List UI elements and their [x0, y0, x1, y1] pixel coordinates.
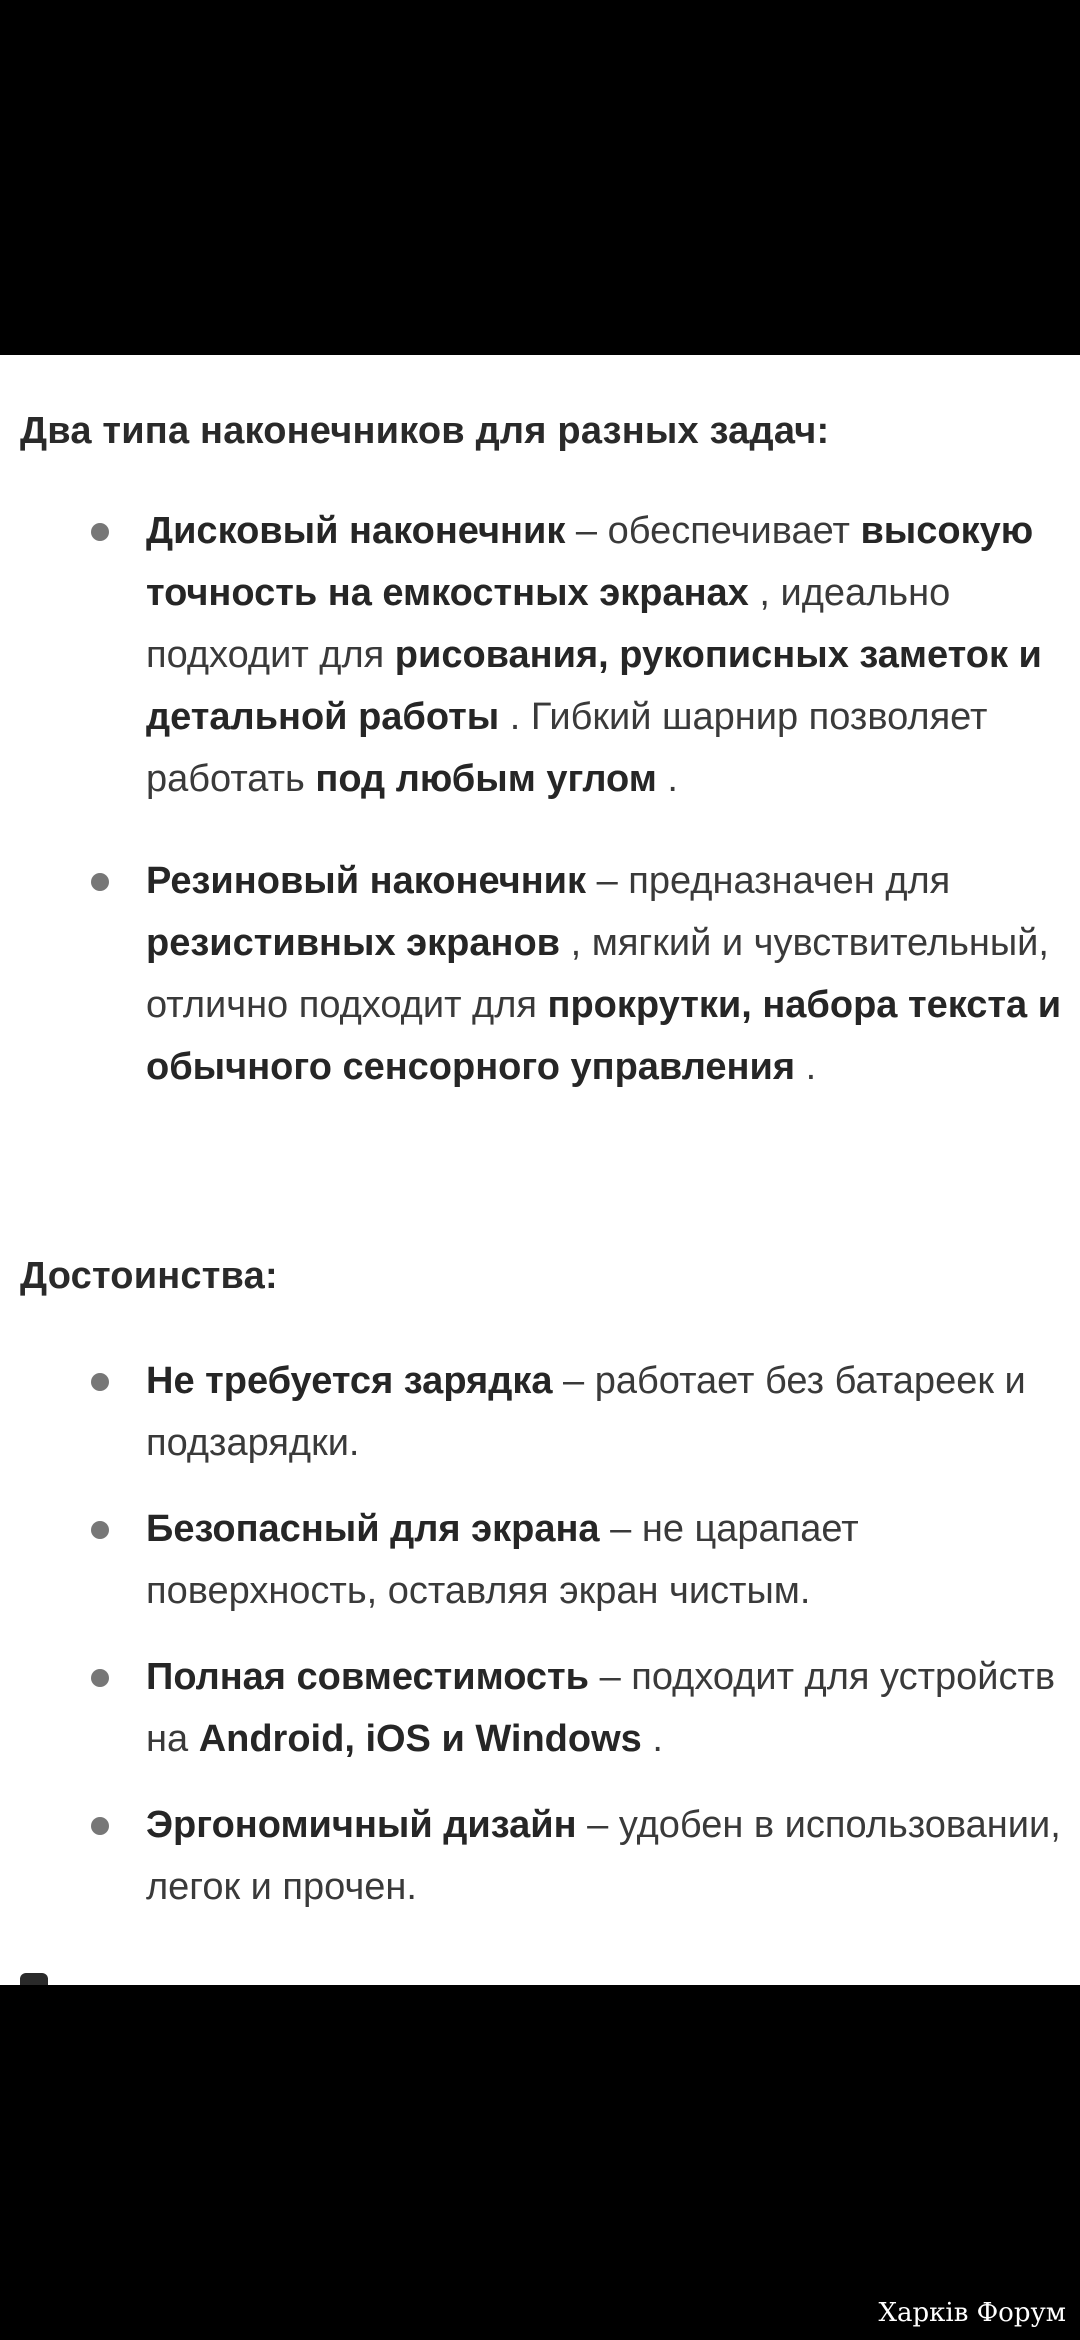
list-item-screen-safe: Безопасный для экрана – не царапает поверхность, оставляя экран чистым.	[0, 1498, 1080, 1622]
list-item-no-charging: Не требуется зарядка – работает без батареек и подзарядки.	[0, 1350, 1080, 1474]
advantages-list	[0, 1350, 1080, 1942]
bullet-dot	[91, 1669, 109, 1687]
list-item-disc-tip: Дисковый наконечник – обеспечивает высокую точность на емкостных экранах , идеально подходит для рисования, рукописных заметок и детальной работы . Гибкий шарнир позволяет работать под любым углом .	[0, 500, 1080, 810]
section-heading-tips: Два типа наконечников для разных задач:	[20, 410, 830, 452]
list-item-compatibility: Полная совместимость – подходит для устройств на Android, iOS и Windows .	[0, 1646, 1080, 1770]
bullet-dot	[91, 873, 109, 891]
watermark-text: Харків Форум	[878, 2298, 1066, 2328]
content-area	[0, 355, 1080, 1985]
tips-list	[0, 500, 1080, 1138]
bullet-dot	[91, 1373, 109, 1391]
bullet-dot	[91, 1521, 109, 1539]
list-item-rubber-tip: Резиновый наконечник – предназначен для резистивных экранов , мягкий и чувствительный, отлично подходит для прокрутки, набора текста и обычного сенсорного управления .	[0, 850, 1080, 1098]
top-black-bar	[0, 0, 1080, 355]
bottom-black-bar	[0, 1985, 1080, 2340]
list-item-ergonomic: Эргономичный дизайн – удобен в использовании, легок и прочен.	[0, 1794, 1080, 1918]
section-heading-advantages: Достоинства:	[20, 1255, 278, 1297]
next-section-peek	[20, 1973, 48, 1985]
bullet-dot	[91, 523, 109, 541]
bullet-dot	[91, 1817, 109, 1835]
